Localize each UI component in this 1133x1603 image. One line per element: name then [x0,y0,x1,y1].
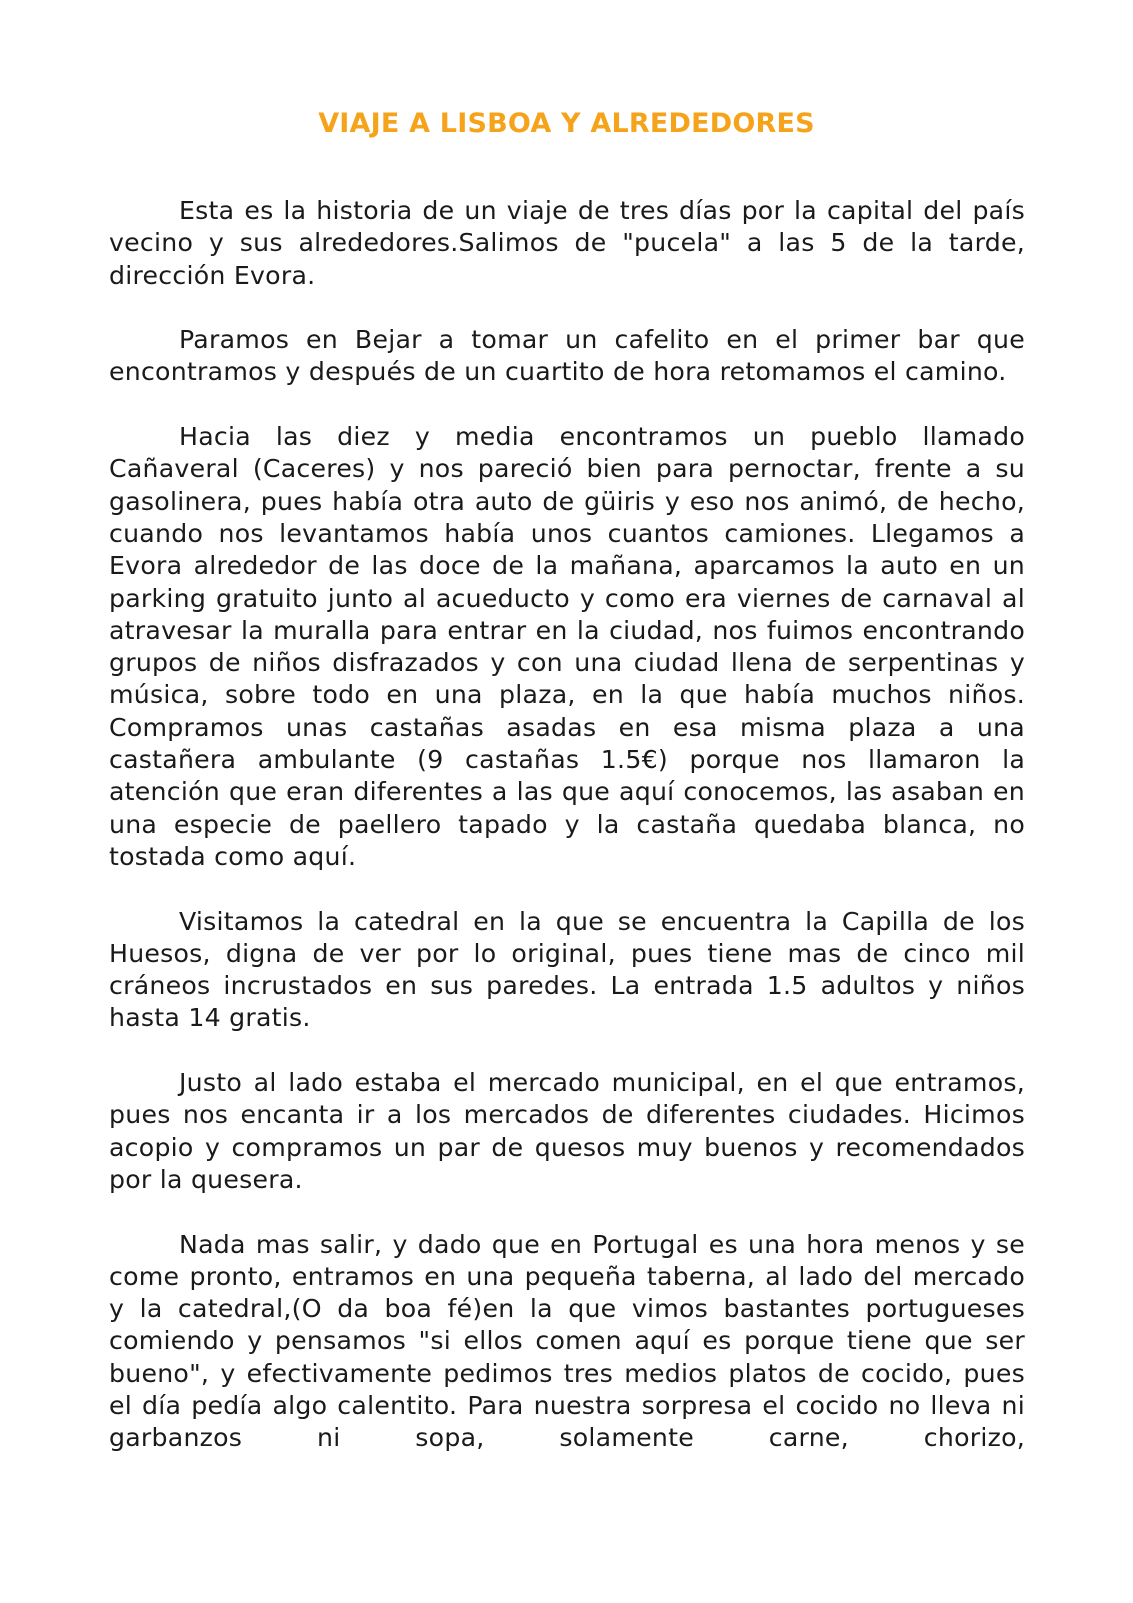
document-body [109,195,1025,1455]
paragraph-taberna: Nada mas salir, y dado que en Portugal es una hora menos y se come pronto, entramos en una pequeña taberna, al lado del mercado y la catedral,(O da boa fé)en la que vimos bastantes portugueses comiendo y pensamos "si ellos comen aquí es porque tiene que ser bueno", y efectivamente pedimos tres medios platos de cocido, pues el día pedía algo calentito. Para nuestra sorpresa el cocido no lleva ni garbanzos ni sopa, solamente carne, chorizo, [109,1229,1025,1453]
paragraph-intro: Esta es la historia de un viaje de tres días por la capital del país vecino y sus alrededores.Salimos de "pucela" a las 5 de la tarde, dirección Evora. [109,196,1025,290]
paragraph-catedral: Visitamos la catedral en la que se encuentra la Capilla de los Huesos, digna de ver por lo original, pues tiene mas de cinco mil cráneos incrustados en sus paredes. La entrada 1.5 adultos y niños hasta 14 gratis. [109,906,1025,1033]
paragraph-evora: Hacia las diez y media encontramos un pueblo llamado Cañaveral (Caceres) y nos pareció bien para pernoctar, frente a su gasolinera, pues había otra auto de güiris y eso nos animó, de hecho, cuando nos levantamos había unos cuantos camiones. Llegamos a Evora alrededor de las doce de la mañana, aparcamos la auto en un parking gratuito junto al acueducto y como era viernes de carnaval al atravesar la muralla para entrar en la ciudad, nos fuimos encontrando grupos de niños disfrazados y con una ciudad llena de serpentinas y música, sobre todo en una plaza, en la que había muchos niños. Compramos unas castañas asadas en esa misma plaza a una castañera ambulante (9 castañas 1.5€) porque nos llamaron la atención que eran diferentes a las que aquí conocemos, las asaban en una especie de paellero tapado y la castaña quedaba blanca, no tostada como aquí. [109,422,1025,871]
paragraph-bejar: Paramos en Bejar a tomar un cafelito en el primer bar que encontramos y después de un cuartito de hora retomamos el camino. [109,325,1025,387]
page-title: VIAJE A LISBOA Y ALREDEDORES [318,108,815,139]
paragraph-mercado: Justo al lado estaba el mercado municipal, en el que entramos, pues nos encanta ir a los mercados de diferentes ciudades. Hicimos acopio y compramos un par de quesos muy buenos y recomendados por la quesera. [109,1068,1025,1194]
